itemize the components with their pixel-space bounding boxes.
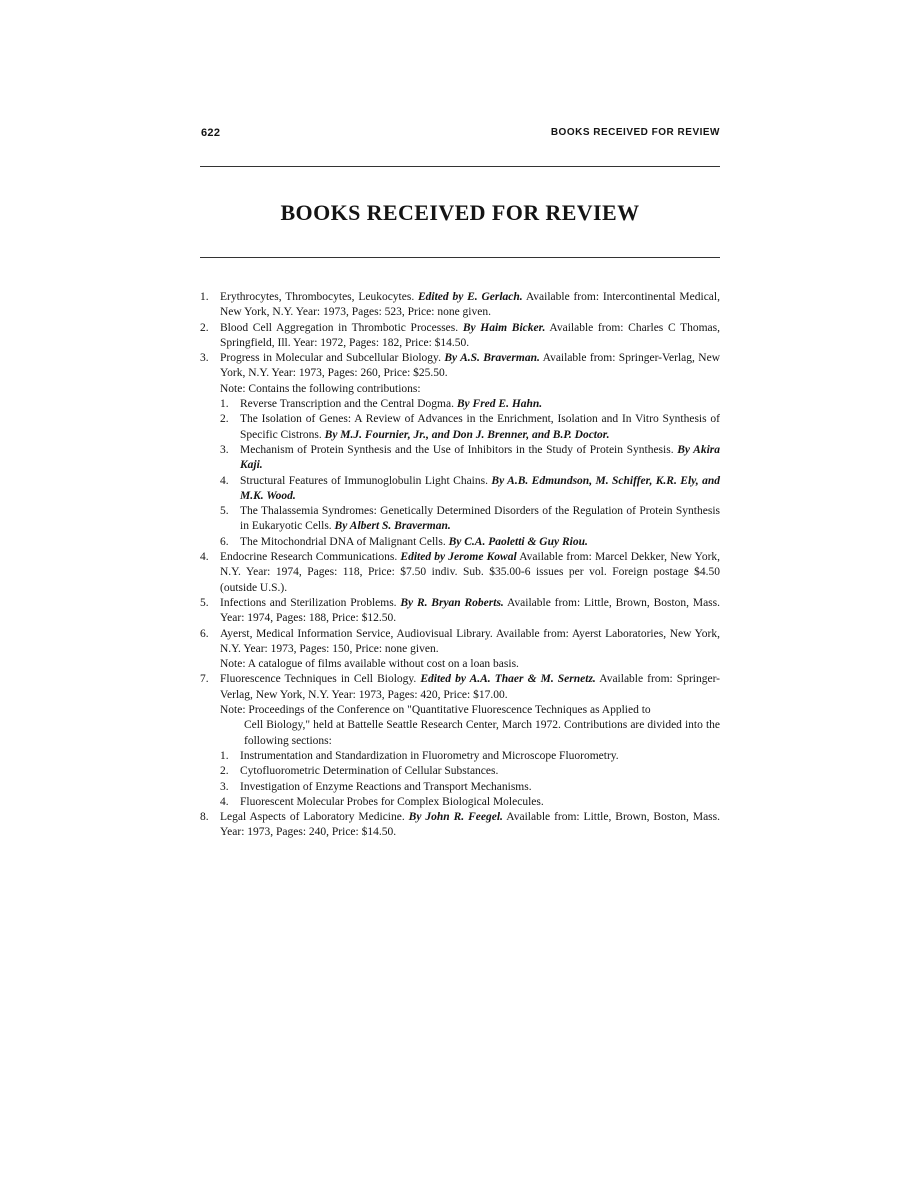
book-availability: Available from: Ayerst Laboratories, New York, N.Y. Year: 1973, Pages: 150, Price: none given. <box>220 627 720 655</box>
contribution-number: 5. <box>220 505 229 518</box>
book-title: Erythrocytes, Thrombocytes, Leukocytes. <box>220 291 415 303</box>
entry-note: Note: Contains the following contributions: <box>220 382 421 395</box>
contribution-author: By Albert S. Braverman. <box>334 520 451 533</box>
contribution-author: By M.J. Fournier, Jr., and Don J. Brenner, and B.P. Doctor. <box>324 428 610 441</box>
book-availability: Available from: Little, Brown, Boston, Mass. Year: 1973, Pages: 240, Price: $14.50. <box>220 811 720 839</box>
contribution-number: 4. <box>220 474 229 487</box>
entry-number: 6. <box>200 627 209 640</box>
entry-number: 3. <box>200 352 209 365</box>
entry-text <box>220 627 720 658</box>
book-entry <box>200 550 720 596</box>
contribution-number: 1. <box>220 749 229 762</box>
contribution-item <box>220 749 720 764</box>
entry-note: Note: Proceedings of the Conference on "Quantitative Fluorescence Techniques as Applied to <box>220 704 651 717</box>
book-entry <box>200 672 720 810</box>
contribution-item <box>220 764 720 779</box>
page-number: 622 <box>201 127 221 139</box>
book-author: Edited by E. Gerlach. <box>418 291 523 303</box>
entry-text <box>220 550 720 596</box>
entry-text <box>220 596 720 627</box>
bottom-rule <box>200 257 720 258</box>
book-author: By Haim Bicker. <box>462 321 546 334</box>
contribution-item <box>220 780 720 795</box>
contribution-title: Fluorescent Molecular Probes for Complex Biological Molecules. <box>240 795 544 808</box>
contribution-item <box>220 412 720 443</box>
contribution-number: 3. <box>220 780 229 793</box>
book-title: Progress in Molecular and Subcellular Biology. <box>220 352 441 365</box>
book-entry <box>200 596 720 627</box>
contribution-title: The Thalassemia Syndromes: Genetically Determined Disorders of the Regulation of Protein Synthesis in Eukaryotic Cells. <box>240 505 720 533</box>
book-availability: Available from: Springer-Verlag, New York, N.Y. Year: 1973, Pages: 260, Price: $25.50. <box>220 352 721 380</box>
book-title: Endocrine Research Communications. <box>220 551 398 564</box>
entry-number: 4. <box>200 551 209 564</box>
entry-number: 1. <box>200 291 209 303</box>
contribution-title: Reverse Transcription and the Central Dogma. <box>240 398 454 411</box>
book-entry <box>200 351 720 550</box>
entry-text <box>220 810 720 841</box>
entry-text <box>220 351 720 382</box>
book-author: Edited by A.A. Thaer & M. Sernetz. <box>420 673 596 686</box>
book-availability: Available from: Little, Brown, Boston, Mass. Year: 1974, Pages: 188, Price: $12.50. <box>220 596 721 625</box>
contribution-number: 2. <box>220 413 229 426</box>
book-availability: Available from: Intercontinental Medical, New York, N.Y. Year: 1973, Pages: 523, Price: none given. <box>220 291 720 319</box>
contribution-author: By Akira Kaji. <box>240 443 721 472</box>
contribution-number: 2. <box>220 765 229 778</box>
book-title: Blood Cell Aggregation in Thrombotic Processes. <box>220 321 459 334</box>
contribution-title: Instrumentation and Standardization in Fluorometry and Microscope Fluorometry. <box>240 749 619 762</box>
book-author: By A.S. Braverman. <box>444 352 540 365</box>
book-title: Legal Aspects of Laboratory Medicine. <box>220 811 405 824</box>
contribution-title: Structural Features of Immunoglobulin Light Chains. <box>240 474 488 487</box>
entry-note-continued: Cell Biology," held at Battelle Seattle Research Center, March 1972. Contributions are divided into the following sections: <box>244 719 720 747</box>
contribution-item <box>220 795 720 810</box>
contribution-item <box>220 474 720 505</box>
book-availability: Available from: Marcel Dekker, New York, N.Y. Year: 1974, Pages: 118, Price: $7.50 indiv. Sub. $35.00-6 issues per vol. Foreign postage $4.50 (outside U.S.). <box>220 551 721 594</box>
book-availability: Available from: Charles C Thomas, Springfield, Ill. Year: 1972, Pages: 182, Price: $14.50. <box>220 321 721 349</box>
contribution-number: 4. <box>220 795 229 808</box>
entry-text <box>220 672 720 703</box>
book-availability: Available from: Springer-Verlag, New York, N.Y. Year: 1973, Pages: 420, Price: $17.00. <box>220 673 721 701</box>
contribution-item <box>220 397 720 412</box>
book-title: Infections and Sterilization Problems. <box>220 596 397 609</box>
book-author: Edited by Jerome Kowal <box>400 551 517 564</box>
running-head: BOOKS RECEIVED FOR REVIEW <box>550 127 720 138</box>
contribution-author: By A.B. Edmundson, M. Schiffer, K.R. Ely, and M.K. Wood. <box>240 474 720 502</box>
contribution-number: 3. <box>220 443 229 456</box>
entry-number: 5. <box>200 596 209 609</box>
top-rule <box>200 166 720 167</box>
page-title: BOOKS RECEIVED FOR REVIEW <box>280 200 640 225</box>
book-title: Fluorescence Techniques in Cell Biology. <box>220 673 417 686</box>
contribution-title: The Mitochondrial DNA of Malignant Cells. <box>240 535 446 548</box>
entry-note: Note: A catalogue of films available without cost on a loan basis. <box>220 658 519 671</box>
book-entry <box>200 627 720 673</box>
entry-text <box>220 321 720 352</box>
contribution-author: By Fred E. Hahn. <box>456 398 543 411</box>
contribution-title: Mechanism of Protein Synthesis and the Use of Inhibitors in the Study of Protein Synthesis. <box>240 443 674 456</box>
book-entry <box>200 290 720 321</box>
contribution-title: The Isolation of Genes: A Review of Advances in the Enrichment, Isolation and In Vitro Synthesis of Specific Cistrons. <box>240 413 720 441</box>
contribution-title: Investigation of Enzyme Reactions and Transport Mechanisms. <box>240 780 532 793</box>
book-title: Ayerst, Medical Information Service, Audiovisual Library. <box>220 627 493 640</box>
entry-number: 2. <box>200 321 209 334</box>
contribution-author: By C.A. Paoletti & Guy Riou. <box>448 535 588 548</box>
contribution-item <box>220 535 720 550</box>
book-entry <box>200 810 720 841</box>
book-list <box>200 290 720 841</box>
entry-number: 7. <box>200 673 209 686</box>
contribution-item <box>220 443 720 474</box>
contribution-title: Cytofluorometric Determination of Cellular Substances. <box>240 765 499 778</box>
contribution-number: 6. <box>220 535 229 548</box>
entry-number: 8. <box>200 811 209 824</box>
contribution-number: 1. <box>220 398 229 411</box>
entry-text <box>220 290 720 321</box>
contribution-item <box>220 504 720 535</box>
book-author: By R. Bryan Roberts. <box>400 596 504 609</box>
book-author: By John R. Feegel. <box>408 811 503 824</box>
book-entry <box>200 321 720 352</box>
